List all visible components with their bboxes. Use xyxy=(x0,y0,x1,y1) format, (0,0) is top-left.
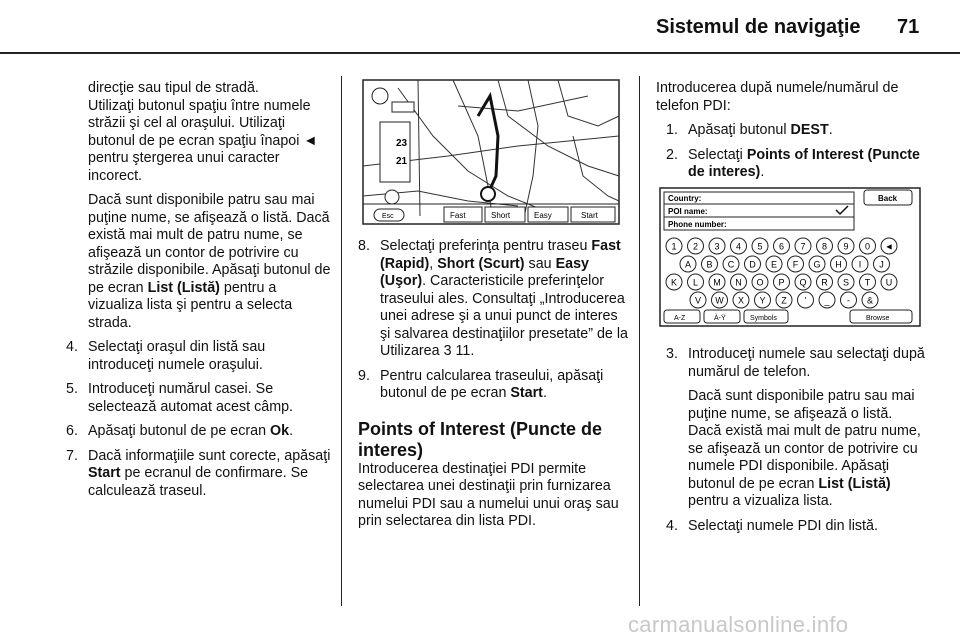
list-item-7: 7. Dacă informaţiile sunt corecte, apăsaţi Start pe ecranul de confirmare. Se calculează traseul. xyxy=(66,447,331,499)
symbols-button[interactable]: Symbols xyxy=(750,315,777,322)
key-label-row4-1: W xyxy=(715,295,724,306)
key-label-row3-1: L xyxy=(692,277,699,288)
key-label-row4-8: & xyxy=(866,295,874,306)
key-label-row1-8: 9 xyxy=(843,241,849,252)
key-label-row3-2: M xyxy=(713,277,721,288)
key-label-row2-0: A xyxy=(684,259,692,270)
key-label-row1-10: ◄ xyxy=(884,241,894,252)
key-label-row3-7: R xyxy=(821,277,828,288)
browse-button[interactable]: Browse xyxy=(866,315,890,322)
key-label-row1-2: 3 xyxy=(714,241,720,252)
list-item-1: 1. Apăsaţi butonul DEST. xyxy=(666,122,833,138)
key-label-row4-0: V xyxy=(694,295,702,306)
key-label-row1-9: 0 xyxy=(864,241,871,252)
map-esc-button[interactable]: Esc xyxy=(382,213,394,220)
key-label-row3-5: P xyxy=(778,277,785,288)
key-label-row2-9: J xyxy=(879,259,884,270)
key-label-row3-4: O xyxy=(756,277,764,288)
az-button[interactable]: A-Z xyxy=(674,315,686,322)
list-item-5: 5. Introduceţi numărul casei. Se selectează automat acest câmp. xyxy=(66,381,294,415)
header-rule xyxy=(0,52,960,54)
map-short-button[interactable]: Short xyxy=(491,211,511,220)
col3-intro: Introducerea după numele/numărul de telefon PDI: xyxy=(656,80,899,114)
list-item-4-col3: 4. Selectaţi numele PDI din listă. xyxy=(666,517,878,534)
col3-item3-para: Dacă sunt disponibile patru sau mai puţine nume, se afişează o listă. Dacă există mai mult de patru nume, se afişează un contor de potrivire cu numele PDI disponibile. Apăsaţi butonul de pe ecran List (Listă) pentru a vizualiza lista. xyxy=(688,388,921,509)
col1-intro: direcţie sau tipul de stradă. xyxy=(88,80,259,96)
key-label-row1-3: 4 xyxy=(735,241,742,252)
accented-letters-button[interactable]: À-Ÿ xyxy=(714,315,726,322)
key-label-row4-4: Z xyxy=(781,295,787,306)
key-label-row2-7: H xyxy=(835,259,842,270)
key-label-row4-2: X xyxy=(737,295,745,306)
column-divider-2 xyxy=(639,76,640,606)
list-item-4: 4. Selectaţi oraşul din listă sau introduceţi numele oraşului. xyxy=(66,339,266,373)
page-header-title: Sistemul de navigaţie xyxy=(656,16,861,38)
phone-number-label: Phone number: xyxy=(668,220,727,229)
key-label-row2-8: I xyxy=(858,259,862,270)
key-label-row1-4: 5 xyxy=(757,241,763,252)
column-3 xyxy=(656,80,926,182)
map-easy-button[interactable]: Easy xyxy=(534,211,552,220)
map-fast-button[interactable]: Fast xyxy=(450,211,466,220)
map-distance-bottom: 21 xyxy=(396,156,408,167)
keyboard-screen-illustration xyxy=(658,186,922,328)
key-label-row2-2: C xyxy=(727,259,735,270)
list-item-3: 3. Introduceţi numele sau selectaţi după numărul de telefon. xyxy=(666,346,925,380)
list-item-6: 6. Apăsaţi butonul de pe ecran Ok. xyxy=(66,423,294,439)
column-1 xyxy=(66,80,334,500)
section-body-poi: Introducerea destinaţiei PDI permite selectarea unei destinaţii prin furnizarea numelui PDI sau a numelui unui oraş sau prin selectarea din lista PDI. xyxy=(358,460,619,529)
key-label-row3-3: N xyxy=(735,277,742,288)
list-item-8: 8. Selectaţi preferinţa pentru traseu Fast (Rapid), Short (Scurt) sau Easy (Uşor). Caracteristicile preferinţelor traseului ales. Consultaţi „Introducerea unei adrese şi a unui punct de interes şi salvarea destinaţiilor presetate” de la Utilizarea 3 11. xyxy=(358,238,628,359)
col1-para2: Dacă sunt disponibile patru sau mai puţine nume, se afişează o listă. Dacă există mai mult de patru nume, se afişează un contor de potrivire cu străzile disponibile. Apăsaţi butonul de pe ecran List (Listă) pentru a vizualiza lista şi pentru a selecta strada. xyxy=(88,192,331,331)
key-label-row4-7: - xyxy=(847,295,850,306)
back-button[interactable]: Back xyxy=(878,194,898,203)
column-2 xyxy=(358,238,628,531)
poi-name-label: POI name: xyxy=(668,207,708,216)
key-label-row3-6: Q xyxy=(799,277,807,288)
watermark: carmanualsonline.info xyxy=(628,612,849,637)
key-label-row2-6: G xyxy=(813,259,821,270)
key-label-row2-1: B xyxy=(706,259,713,270)
column-3-cont xyxy=(656,346,926,535)
key-label-row4-5: ' xyxy=(804,295,807,306)
key-label-row1-0: 1 xyxy=(671,241,677,252)
key-label-row3-10: U xyxy=(885,277,893,288)
key-label-row1-5: 6 xyxy=(778,241,785,252)
map-start-button[interactable]: Start xyxy=(581,211,598,220)
key-label-row2-3: D xyxy=(749,259,756,270)
page-number: 71 xyxy=(897,16,920,38)
key-label-row3-0: K xyxy=(670,277,678,288)
col1-para1: Utilizaţi butonul spaţiu între numele străzii şi cel al oraşului. Utilizaţi butonul de pe ecran spaţiu înapoi ◄ pentru ştergerea unui caracter incorect. xyxy=(88,97,318,184)
key-label-row1-6: 7 xyxy=(800,241,806,252)
section-title-poi: Points of Interest (Puncte de interes) xyxy=(358,418,603,460)
key-label-row3-8: S xyxy=(842,277,850,288)
key-label-row3-9: T xyxy=(864,277,871,288)
key-label-row4-3: Y xyxy=(759,295,766,306)
list-item-9: 9. Pentru calcularea traseului, apăsaţi butonul de pe ecran Start. xyxy=(358,367,604,401)
key-label-row1-1: 2 xyxy=(692,241,699,252)
map-distance-top: 23 xyxy=(396,138,408,149)
country-label: Country: xyxy=(668,194,702,203)
key-label-row1-7: 8 xyxy=(821,241,828,252)
list-item-2: 2. Selectaţi Points of Interest (Puncte de interes). xyxy=(666,146,920,180)
key-label-row2-5: F xyxy=(792,259,799,270)
column-divider-1 xyxy=(341,76,342,606)
key-label-row2-4: E xyxy=(770,259,778,270)
key-label-row4-6: _ xyxy=(824,295,830,306)
map-screen-illustration xyxy=(358,76,624,228)
